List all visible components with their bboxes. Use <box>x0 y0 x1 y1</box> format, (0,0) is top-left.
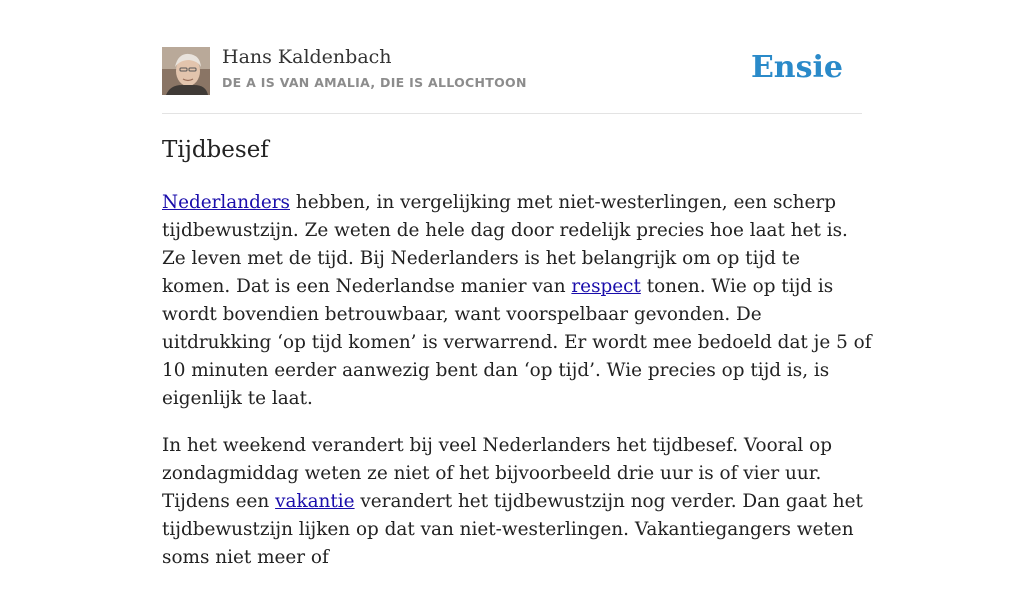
page-header <box>162 0 862 114</box>
paragraph-1-text-b: tonen. Wie op tijd is wordt bovendien betrouwbaar, want voorspelbaar gevonden. De uitdrukking ‘op tijd komen’ is verwarrend. Er wordt mee bedoeld dat je 5 of 10 minuten eerder aanwezig bent dan ‘op tijd’. Wie precies op tijd is, is eigenlijk te laat. <box>162 276 872 409</box>
paragraph-1-text-a: hebben, in vergelijking met niet-westerlingen, een scherp tijdbewustzijn. Ze weten de hele dag door redelijk precies hoe laat het is. Ze leven met de tijd. Bij Nederlanders is het belangrijk om op tijd te komen. Dat is een Nederlandse manier van <box>162 192 848 297</box>
paragraph-1 <box>162 189 874 413</box>
link-nederlanders[interactable]: Nederlanders <box>162 192 290 213</box>
link-respect[interactable]: respect <box>571 276 641 297</box>
avatar-portrait-icon <box>162 47 210 95</box>
article-body <box>162 189 874 591</box>
author-name-link[interactable]: Hans Kaldenbach <box>222 46 392 68</box>
author-avatar[interactable] <box>162 47 210 95</box>
link-vakantie[interactable]: vakantie <box>275 491 355 512</box>
content-column <box>162 0 872 568</box>
article-title: Tijdbesef <box>162 137 269 163</box>
paragraph-2-text-a: In het weekend verandert bij veel Nederlanders het tijdbesef. Vooral op zondagmiddag weten ze niet of het bijvoorbeeld drie uur is of vier uur. Tijdens een <box>162 435 832 512</box>
paragraph-2 <box>162 432 874 572</box>
paragraph-2-text-b: verandert het tijdbewustzijn nog verder. Dan gaat het tijdbewustzijn lijken op dat van niet-westerlingen. Vakantiegangers weten soms niet meer of <box>162 491 863 568</box>
ensie-logo-link[interactable]: Ensie <box>750 50 843 85</box>
author-tagline: DE A IS VAN AMALIA, DIE IS ALLOCHTOON <box>222 75 527 90</box>
